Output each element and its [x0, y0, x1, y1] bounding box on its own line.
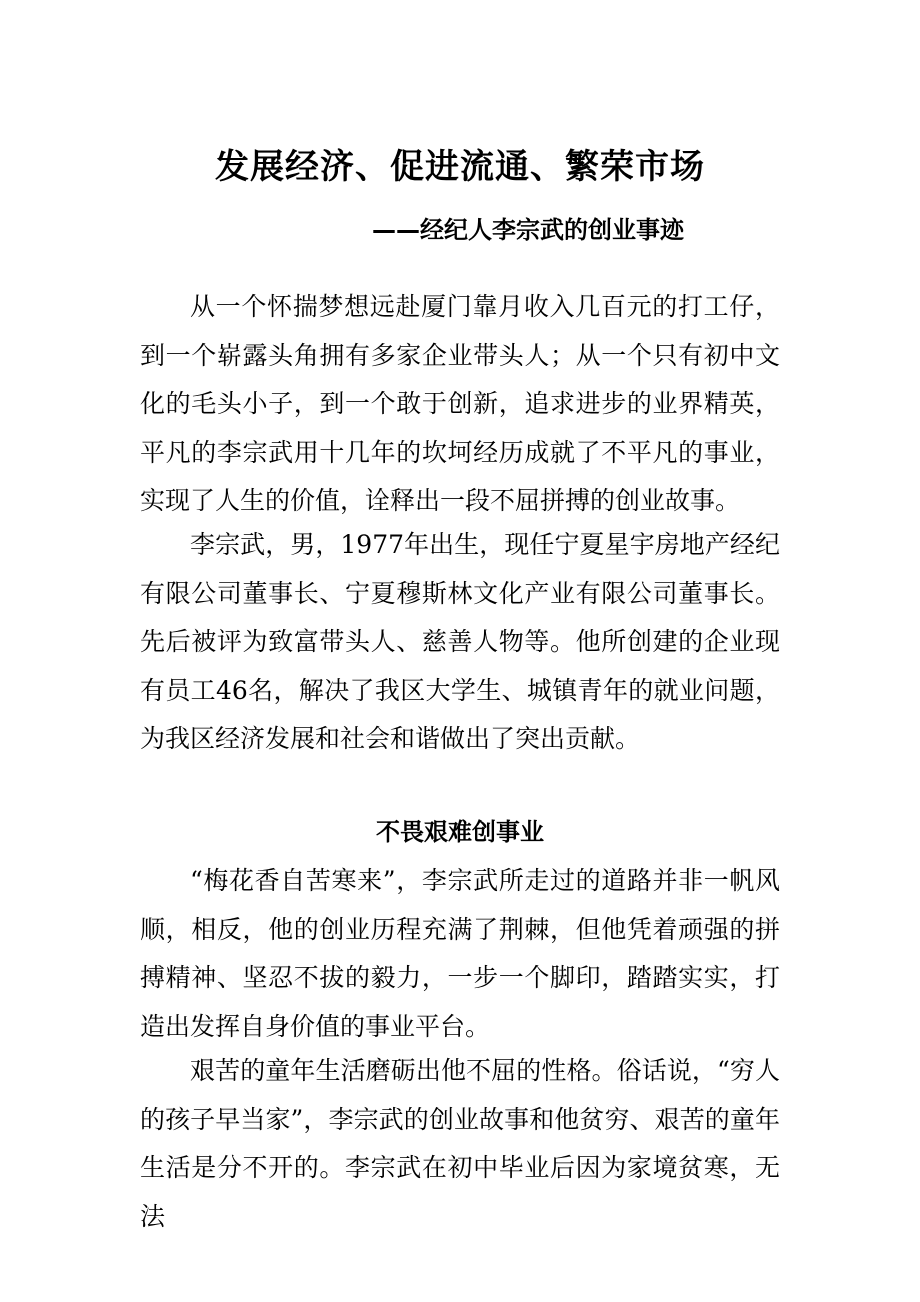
- section-paragraph-1: “梅花香自苦寒来”，李宗武所走过的道路并非一帆风顺，相反，他的创业历程充满了荆棘，但他凭着顽强的拼搏精神、坚忍不拔的毅力，一步一个脚印，踏踏实实，打造出发挥自身价值的事业平台。: [140, 866, 780, 1041]
- intro-paragraph-1: 从一个怀揣梦想远赴厦门靠月收入几百元的打工仔，到一个崭露头角拥有多家企业带头人；从一个只有初中文化的毛头小子，到一个敢于创新，追求进步的业界精英，平凡的李宗武用十几年的坎坷经历成就了不平凡的事业，实现了人生的价值，诠释出一段不屈拼搏的创业故事。: [140, 292, 780, 515]
- intro-paragraph-2: 李宗武，男，1977年出生，现任宁夏星宇房地产经纪有限公司董事长、宁夏穆斯林文化产业有限公司董事长。先后被评为致富带头人、慈善人物等。他所创建的企业现有员工46名，解决了我区大学生、城镇青年的就业问题，为我区经济发展和社会和谐做出了突出贡献。: [140, 530, 780, 753]
- section-paragraph-2: 艰苦的童年生活磨砺出他不屈的性格。俗话说，“穷人的孩子早当家”，李宗武的创业故事和他贫穷、艰苦的童年生活是分不开的。李宗武在初中毕业后因为家境贫寒，无法: [140, 1056, 780, 1231]
- section-heading: 不畏艰难创事业: [376, 818, 544, 846]
- document-title: 发展经济、促进流通、繁荣市场: [215, 147, 705, 187]
- document-subtitle: ——经纪人李宗武的创业事迹: [372, 216, 684, 244]
